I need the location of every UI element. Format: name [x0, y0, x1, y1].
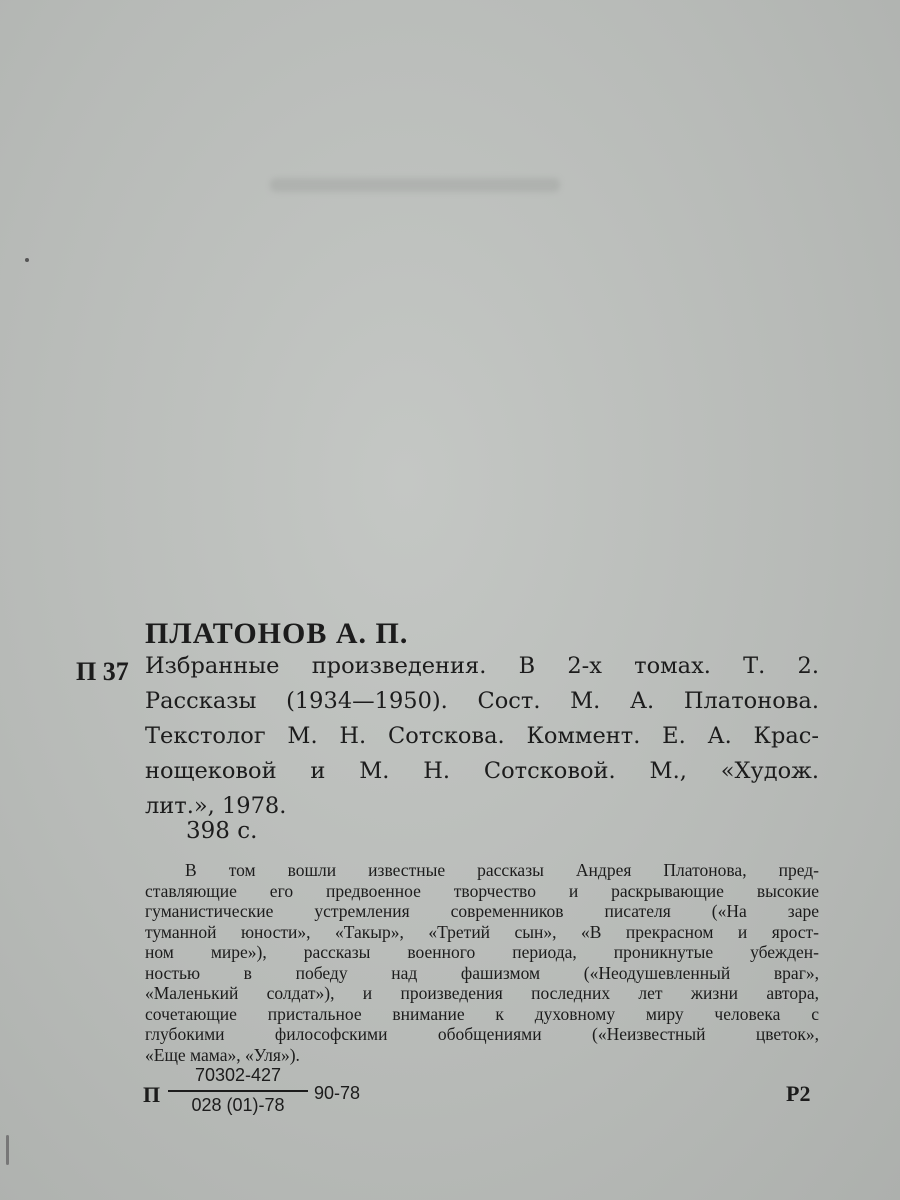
- index-prefix: П: [143, 1082, 161, 1107]
- annotation-line: туманной юности», «Такыр», «Третий сын», «В прекрасном и ярост-: [145, 921, 819, 942]
- description-line: Рассказы (1934—1950). Сост. М. А. Платонова.: [145, 688, 819, 714]
- bibliographic-description: [145, 649, 819, 824]
- description-line: нощековой и М. Н. Сотсковой. М., «Худож.: [145, 758, 819, 784]
- index-denominator: 028 (01)-78: [191, 1095, 285, 1115]
- annotation-line: ностью в победу над фашизмом («Неодушевленный враг»,: [145, 962, 819, 983]
- index-fraction: [168, 1065, 308, 1116]
- paper-speck: [25, 258, 29, 262]
- annotation-line: «Еще мама», «Уля»).: [145, 1044, 300, 1065]
- annotation-line: «Маленький солдат»), и произведения последних лет жизни автора,: [145, 983, 819, 1003]
- description-line: лит.», 1978.: [145, 793, 287, 819]
- annotation-line: глубокими философскими обобщениями («Неизвестный цветок»,: [145, 1024, 819, 1044]
- annotation-line: гуманистические устремления современников писателя («На заре: [145, 901, 819, 921]
- annotation-line: В том вошли известные рассказы Андрея Платонова, пред-: [185, 860, 819, 880]
- catalog-code: П 37: [76, 657, 129, 686]
- description-line: Избранные произведения. В 2-х томах. Т. 2.: [145, 653, 819, 679]
- annotation-line: ном мире»), рассказы военного периода, проникнутые убежден-: [145, 942, 819, 962]
- index-suffix: 90-78: [314, 1083, 361, 1103]
- annotation-line: сочетающие пристальное внимание к духовному миру человека с: [145, 1003, 819, 1024]
- show-through-smudge: [270, 178, 560, 192]
- page-edge-mark: [6, 1135, 9, 1165]
- description-line: Текстолог М. Н. Сотскова. Коммент. Е. А. Крас-: [145, 723, 819, 749]
- index-numerator: 70302-427: [194, 1065, 282, 1085]
- page-count: 398 с.: [186, 818, 258, 844]
- classification-code: Р2: [786, 1081, 811, 1106]
- author-name: ПЛАТОНОВ А. П.: [145, 617, 409, 650]
- annotation-line: ставляющие его предвоенное творчество и раскрывающие высокие: [145, 880, 819, 901]
- annotation: [145, 860, 819, 1065]
